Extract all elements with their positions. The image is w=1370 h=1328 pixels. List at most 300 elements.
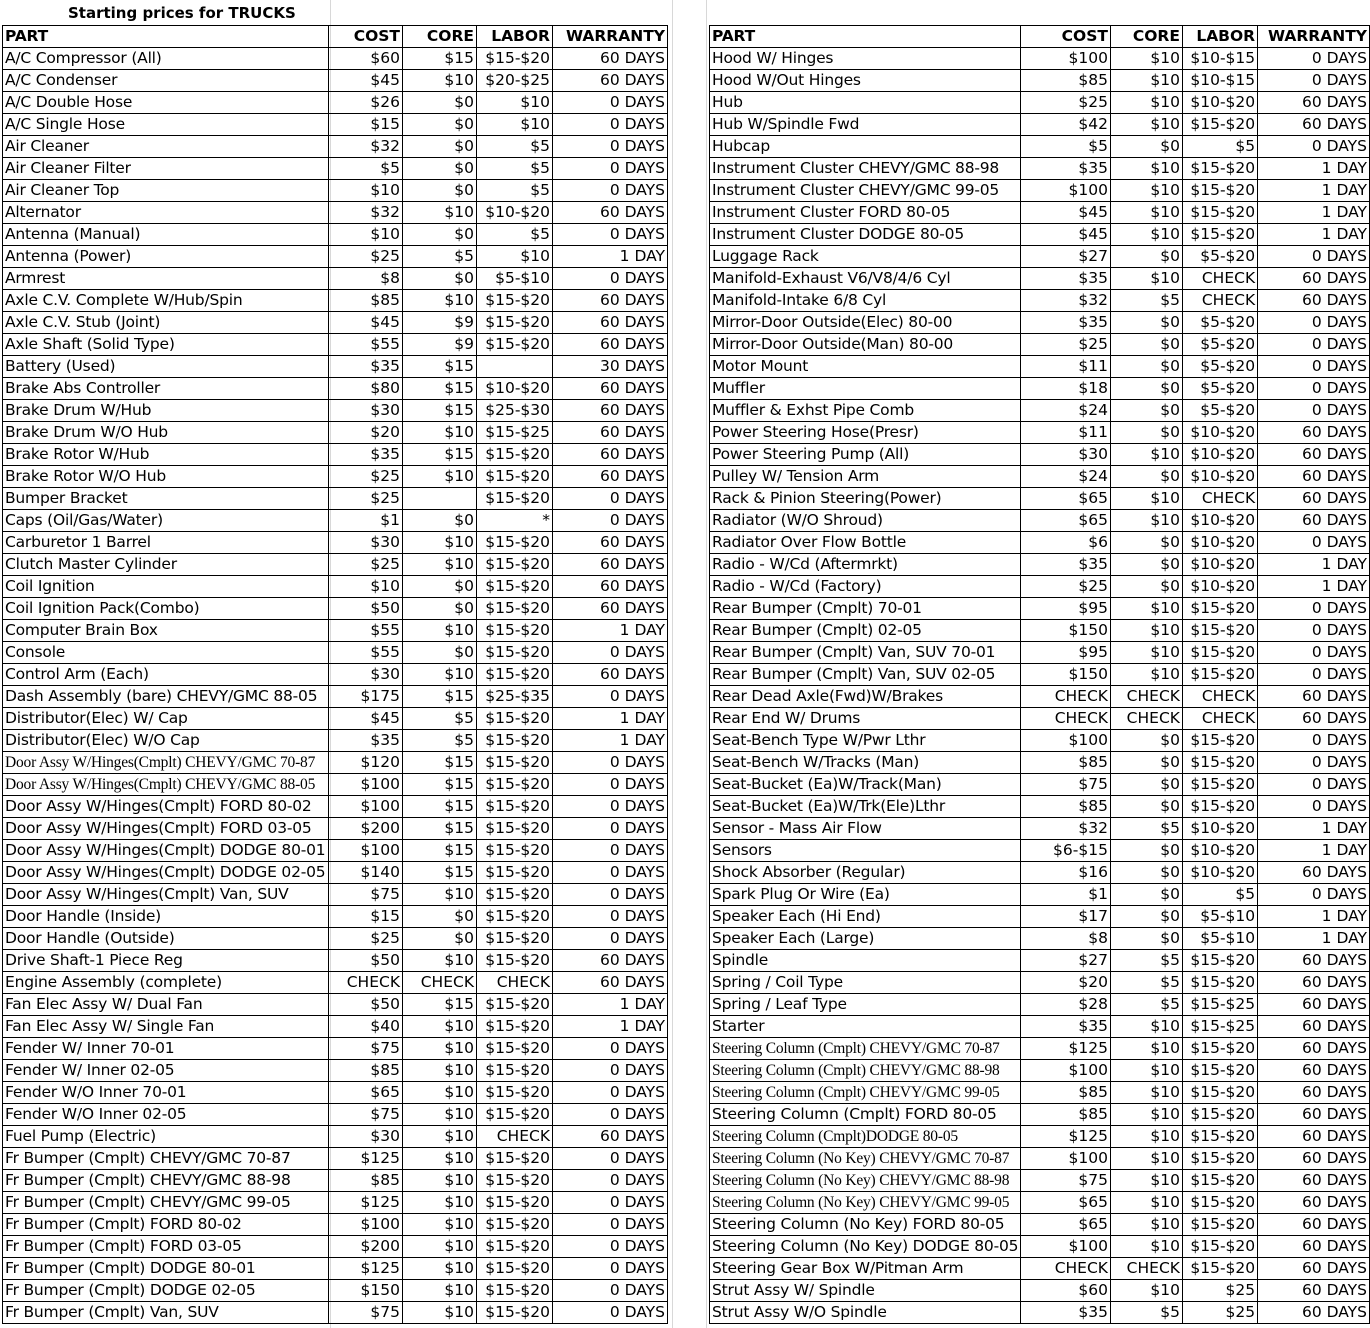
core-cell: $15	[403, 818, 477, 840]
part-cell: Speaker Each (Hi End)	[710, 906, 1021, 928]
table-row	[710, 48, 1370, 70]
core-cell: $10	[403, 1016, 477, 1038]
part-cell: Radio - W/Cd (Aftermrkt)	[710, 554, 1021, 576]
core-cell: $5	[1110, 290, 1182, 312]
warranty-cell: 60 DAYS	[1258, 708, 1370, 730]
table-row	[710, 290, 1370, 312]
part-cell: Coil Ignition Pack(Combo)	[3, 598, 329, 620]
labor-cell: $15-$25	[1182, 994, 1257, 1016]
part-cell: Steering Column (No Key) CHEVY/GMC 88-98	[710, 1170, 1021, 1192]
labor-cell: $15-$20	[1182, 1148, 1257, 1170]
core-cell: $9	[403, 312, 477, 334]
part-cell: Fr Bumper (Cmplt) Van, SUV	[3, 1302, 329, 1324]
table-row	[3, 290, 668, 312]
part-cell: Seat-Bench W/Tracks (Man)	[710, 752, 1021, 774]
core-cell: $10	[1110, 1082, 1182, 1104]
table-row	[3, 202, 668, 224]
sheet-title: Starting prices for TRUCKS	[68, 4, 296, 22]
part-cell: A/C Double Hose	[3, 92, 329, 114]
core-cell: $10	[1110, 114, 1182, 136]
cost-cell: $85	[1021, 796, 1111, 818]
part-cell: Manifold-Exhaust V6/V8/4/6 Cyl	[710, 268, 1021, 290]
table-row	[710, 92, 1370, 114]
warranty-cell: 0 DAYS	[1258, 400, 1370, 422]
labor-cell: CHECK	[1182, 708, 1257, 730]
cost-cell: $35	[1021, 268, 1111, 290]
core-cell: CHECK	[1110, 686, 1182, 708]
labor-cell: $15-$20	[1182, 1236, 1257, 1258]
table-row	[3, 554, 668, 576]
warranty-cell: 60 DAYS	[1258, 1082, 1370, 1104]
part-cell: Spindle	[710, 950, 1021, 972]
core-cell: $0	[403, 642, 477, 664]
labor-cell: $15-$20	[1182, 752, 1257, 774]
table-row	[710, 906, 1370, 928]
warranty-cell: 60 DAYS	[553, 48, 668, 70]
core-cell: $10	[1110, 488, 1182, 510]
part-cell: Brake Rotor W/Hub	[3, 444, 329, 466]
table-row	[710, 554, 1370, 576]
table-row	[3, 136, 668, 158]
table-row	[710, 928, 1370, 950]
table-row	[710, 994, 1370, 1016]
labor-cell: $15-$20	[1182, 664, 1257, 686]
core-cell: $0	[1110, 334, 1182, 356]
warranty-cell: 0 DAYS	[553, 862, 668, 884]
warranty-cell: 60 DAYS	[1258, 1302, 1370, 1324]
cost-cell: $200	[329, 818, 403, 840]
table-row	[710, 1302, 1370, 1324]
cost-cell: $100	[1021, 180, 1111, 202]
core-cell: $10	[1110, 158, 1182, 180]
table-row	[3, 422, 668, 444]
warranty-cell: 1 DAY	[1258, 180, 1370, 202]
labor-cell: $15-$20	[477, 884, 553, 906]
warranty-cell: 0 DAYS	[1258, 598, 1370, 620]
labor-cell: CHECK	[1182, 686, 1257, 708]
cost-cell: $30	[329, 664, 403, 686]
cost-cell: $85	[1021, 1082, 1111, 1104]
core-cell: $10	[403, 1258, 477, 1280]
table-row	[710, 136, 1370, 158]
header-core: CORE	[1110, 26, 1182, 48]
table-row	[3, 884, 668, 906]
part-cell: Rear End W/ Drums	[710, 708, 1021, 730]
cost-cell: $32	[329, 136, 403, 158]
labor-cell: $20-$25	[477, 70, 553, 92]
warranty-cell: 0 DAYS	[1258, 664, 1370, 686]
core-cell: $10	[403, 1170, 477, 1192]
part-cell: Carburetor 1 Barrel	[3, 532, 329, 554]
table-row	[3, 158, 668, 180]
warranty-cell: 0 DAYS	[1258, 246, 1370, 268]
labor-cell: $15-$20	[1182, 1082, 1257, 1104]
cost-cell: $120	[329, 752, 403, 774]
part-cell: Dash Assembly (bare) CHEVY/GMC 88-05	[3, 686, 329, 708]
labor-cell: CHECK	[477, 972, 553, 994]
table-row	[710, 1258, 1370, 1280]
labor-cell: $15-$20	[1182, 1060, 1257, 1082]
core-cell: CHECK	[403, 972, 477, 994]
labor-cell: $15-$20	[477, 796, 553, 818]
part-cell: Rear Bumper (Cmplt) 70-01	[710, 598, 1021, 620]
warranty-cell: 60 DAYS	[1258, 510, 1370, 532]
core-cell: $0	[403, 158, 477, 180]
warranty-cell: 60 DAYS	[553, 400, 668, 422]
part-cell: Radiator (W/O Shroud)	[710, 510, 1021, 532]
labor-cell: $5-$10	[1182, 906, 1257, 928]
core-cell: $10	[1110, 1280, 1182, 1302]
labor-cell: $15-$20	[1182, 598, 1257, 620]
warranty-cell: 0 DAYS	[553, 158, 668, 180]
core-cell: $5	[1110, 818, 1182, 840]
part-cell: Mirror-Door Outside(Man) 80-00	[710, 334, 1021, 356]
labor-cell: $15-$20	[477, 48, 553, 70]
labor-cell: $15-$20	[1182, 224, 1257, 246]
warranty-cell: 0 DAYS	[1258, 642, 1370, 664]
cost-cell: $100	[1021, 1148, 1111, 1170]
core-cell: $10	[403, 1148, 477, 1170]
table-row	[3, 1236, 668, 1258]
gridline	[672, 0, 673, 1328]
cost-cell: $85	[329, 1170, 403, 1192]
header-warranty: WARRANTY	[1258, 26, 1370, 48]
table-row	[710, 532, 1370, 554]
part-cell: Door Assy W/Hinges(Cmplt) CHEVY/GMC 70-87	[3, 752, 329, 774]
table-row	[3, 972, 668, 994]
cost-cell: CHECK	[1021, 1258, 1111, 1280]
part-cell: Rack & Pinion Steering(Power)	[710, 488, 1021, 510]
core-cell: $0	[1110, 466, 1182, 488]
table-row	[710, 378, 1370, 400]
warranty-cell: 60 DAYS	[1258, 1038, 1370, 1060]
warranty-cell: 0 DAYS	[1258, 796, 1370, 818]
warranty-cell: 60 DAYS	[553, 466, 668, 488]
core-cell: $10	[403, 1104, 477, 1126]
core-cell: $10	[1110, 620, 1182, 642]
part-cell: Radiator Over Flow Bottle	[710, 532, 1021, 554]
part-cell: Fender W/O Inner 02-05	[3, 1104, 329, 1126]
cost-cell: $32	[1021, 818, 1111, 840]
cost-cell: $45	[1021, 224, 1111, 246]
table-row	[710, 444, 1370, 466]
warranty-cell: 60 DAYS	[553, 444, 668, 466]
core-cell: $0	[403, 136, 477, 158]
labor-cell: $10-$20	[1182, 554, 1257, 576]
cost-cell: $75	[329, 1104, 403, 1126]
header-cost: COST	[1021, 26, 1111, 48]
warranty-cell: 60 DAYS	[1258, 1192, 1370, 1214]
labor-cell: $15-$20	[477, 1082, 553, 1104]
part-cell: Control Arm (Each)	[3, 664, 329, 686]
cost-cell: $55	[329, 620, 403, 642]
cost-cell: $15	[329, 906, 403, 928]
right-price-table	[709, 25, 1370, 1324]
part-cell: Hubcap	[710, 136, 1021, 158]
cost-cell: $42	[1021, 114, 1111, 136]
warranty-cell: 0 DAYS	[1258, 312, 1370, 334]
core-cell: $10	[1110, 510, 1182, 532]
warranty-cell: 0 DAYS	[1258, 752, 1370, 774]
part-cell: Coil Ignition	[3, 576, 329, 598]
part-cell: Sensor - Mass Air Flow	[710, 818, 1021, 840]
table-row	[3, 774, 668, 796]
cost-cell: $100	[329, 774, 403, 796]
labor-cell: $15-$20	[477, 620, 553, 642]
labor-cell: $15-$20	[477, 906, 553, 928]
part-cell: Fr Bumper (Cmplt) CHEVY/GMC 70-87	[3, 1148, 329, 1170]
labor-cell: $10-$15	[1182, 48, 1257, 70]
cost-cell: $85	[1021, 1104, 1111, 1126]
table-row	[710, 246, 1370, 268]
cost-cell: $25	[329, 488, 403, 510]
warranty-cell: 60 DAYS	[1258, 1148, 1370, 1170]
labor-cell: $10-$15	[1182, 70, 1257, 92]
cost-cell: $150	[1021, 620, 1111, 642]
table-row	[3, 950, 668, 972]
warranty-cell: 0 DAYS	[553, 180, 668, 202]
part-cell: Fr Bumper (Cmplt) CHEVY/GMC 99-05	[3, 1192, 329, 1214]
part-cell: Fender W/ Inner 70-01	[3, 1038, 329, 1060]
labor-cell: $15-$20	[477, 752, 553, 774]
cost-cell: $30	[329, 400, 403, 422]
table-row	[710, 1126, 1370, 1148]
core-cell: $10	[1110, 70, 1182, 92]
warranty-cell: 0 DAYS	[553, 1038, 668, 1060]
warranty-cell: 0 DAYS	[553, 928, 668, 950]
core-cell: $0	[1110, 246, 1182, 268]
table-row	[710, 1060, 1370, 1082]
cost-cell: $100	[1021, 730, 1111, 752]
table-row	[3, 620, 668, 642]
warranty-cell: 0 DAYS	[553, 1104, 668, 1126]
cost-cell: $65	[1021, 510, 1111, 532]
core-cell: $10	[403, 532, 477, 554]
part-cell: Rear Bumper (Cmplt) Van, SUV 70-01	[710, 642, 1021, 664]
table-row	[710, 796, 1370, 818]
part-cell: Rear Bumper (Cmplt) Van, SUV 02-05	[710, 664, 1021, 686]
table-row	[3, 1038, 668, 1060]
core-cell: $5	[1110, 972, 1182, 994]
labor-cell: $10-$20	[1182, 818, 1257, 840]
core-cell: $10	[1110, 1104, 1182, 1126]
labor-cell: $15-$20	[477, 928, 553, 950]
table-row	[710, 664, 1370, 686]
labor-cell: $5-$20	[1182, 400, 1257, 422]
part-cell: Axle C.V. Complete W/Hub/Spin	[3, 290, 329, 312]
cost-cell: $6-$15	[1021, 840, 1111, 862]
cost-cell: $125	[329, 1192, 403, 1214]
cost-cell: $35	[1021, 1302, 1111, 1324]
core-cell: $10	[403, 290, 477, 312]
warranty-cell: 60 DAYS	[553, 334, 668, 356]
table-row	[710, 466, 1370, 488]
warranty-cell: 0 DAYS	[553, 488, 668, 510]
core-cell: $0	[403, 114, 477, 136]
warranty-cell: 60 DAYS	[1258, 1280, 1370, 1302]
part-cell: Muffler & Exhst Pipe Comb	[710, 400, 1021, 422]
part-cell: A/C Single Hose	[3, 114, 329, 136]
core-cell: $0	[1110, 752, 1182, 774]
cost-cell: $30	[329, 1126, 403, 1148]
cost-cell: $100	[329, 796, 403, 818]
labor-cell: $15-$20	[1182, 1038, 1257, 1060]
cost-cell: $8	[329, 268, 403, 290]
labor-cell: $10-$20	[1182, 92, 1257, 114]
core-cell: $10	[1110, 1126, 1182, 1148]
table-row	[3, 1126, 668, 1148]
part-cell: Steering Column (No Key) CHEVY/GMC 99-05	[710, 1192, 1021, 1214]
part-cell: Steering Column (Cmplt) CHEVY/GMC 99-05	[710, 1082, 1021, 1104]
core-cell: $10	[1110, 1016, 1182, 1038]
labor-cell: $15-$20	[477, 1192, 553, 1214]
part-cell: A/C Condenser	[3, 70, 329, 92]
cost-cell: $15	[329, 114, 403, 136]
warranty-cell: 1 DAY	[553, 994, 668, 1016]
table-row	[710, 576, 1370, 598]
warranty-cell: 60 DAYS	[553, 950, 668, 972]
core-cell: $0	[1110, 774, 1182, 796]
table-row	[710, 598, 1370, 620]
cost-cell: $150	[329, 1280, 403, 1302]
warranty-cell: 60 DAYS	[1258, 1258, 1370, 1280]
cost-cell: $85	[329, 290, 403, 312]
core-cell: $10	[403, 466, 477, 488]
table-row	[3, 1148, 668, 1170]
warranty-cell: 0 DAYS	[553, 1148, 668, 1170]
part-cell: Pulley W/ Tension Arm	[710, 466, 1021, 488]
core-cell: $10	[403, 422, 477, 444]
cost-cell: $75	[329, 1038, 403, 1060]
table-row	[3, 1060, 668, 1082]
core-cell: $10	[403, 950, 477, 972]
cost-cell: $100	[329, 840, 403, 862]
table-row	[710, 642, 1370, 664]
cost-cell: $75	[329, 1302, 403, 1324]
warranty-cell: 0 DAYS	[1258, 136, 1370, 158]
cost-cell: CHECK	[1021, 686, 1111, 708]
cost-cell: $75	[1021, 774, 1111, 796]
cost-cell: $45	[329, 312, 403, 334]
warranty-cell: 1 DAY	[1258, 224, 1370, 246]
part-cell: Hub W/Spindle Fwd	[710, 114, 1021, 136]
core-cell: $0	[1110, 422, 1182, 444]
table-row	[710, 268, 1370, 290]
part-cell: Luggage Rack	[710, 246, 1021, 268]
table-row	[710, 488, 1370, 510]
warranty-cell: 0 DAYS	[553, 136, 668, 158]
table-row	[710, 862, 1370, 884]
core-cell: $10	[403, 70, 477, 92]
part-cell: Motor Mount	[710, 356, 1021, 378]
core-cell: $0	[1110, 378, 1182, 400]
cost-cell: $24	[1021, 400, 1111, 422]
cost-cell: $140	[329, 862, 403, 884]
cost-cell: $20	[329, 422, 403, 444]
labor-cell: $10	[477, 92, 553, 114]
cost-cell: $27	[1021, 246, 1111, 268]
warranty-cell: 0 DAYS	[553, 1236, 668, 1258]
labor-cell: $15-$20	[477, 818, 553, 840]
cost-cell: $32	[1021, 290, 1111, 312]
table-row	[3, 1214, 668, 1236]
core-cell: $15	[403, 356, 477, 378]
warranty-cell: 1 DAY	[1258, 202, 1370, 224]
part-cell: Steering Column (Cmplt) CHEVY/GMC 88-98	[710, 1060, 1021, 1082]
warranty-cell: 60 DAYS	[1258, 268, 1370, 290]
cost-cell: $60	[329, 48, 403, 70]
part-cell: Caps (Oil/Gas/Water)	[3, 510, 329, 532]
warranty-cell: 0 DAYS	[553, 774, 668, 796]
warranty-cell: 0 DAYS	[1258, 730, 1370, 752]
core-cell: $0	[403, 268, 477, 290]
labor-cell: $5-$10	[1182, 928, 1257, 950]
header-core: CORE	[403, 26, 477, 48]
part-cell: Armrest	[3, 268, 329, 290]
labor-cell: $15-$20	[477, 994, 553, 1016]
cost-cell: $125	[329, 1258, 403, 1280]
labor-cell: $15-$20	[1182, 774, 1257, 796]
core-cell: $10	[1110, 1170, 1182, 1192]
table-row	[710, 708, 1370, 730]
core-cell: $10	[1110, 48, 1182, 70]
part-cell: Door Assy W/Hinges(Cmplt) FORD 80-02	[3, 796, 329, 818]
core-cell: $0	[403, 510, 477, 532]
core-cell: $0	[1110, 312, 1182, 334]
labor-cell: $15-$20	[477, 774, 553, 796]
part-cell: Fan Elec Assy W/ Single Fan	[3, 1016, 329, 1038]
part-cell: Instrument Cluster CHEVY/GMC 88-98	[710, 158, 1021, 180]
core-cell: $10	[403, 664, 477, 686]
warranty-cell: 60 DAYS	[1258, 422, 1370, 444]
core-cell: $10	[1110, 598, 1182, 620]
table-row	[3, 1082, 668, 1104]
cost-cell: $17	[1021, 906, 1111, 928]
part-cell: Fuel Pump (Electric)	[3, 1126, 329, 1148]
warranty-cell: 60 DAYS	[1258, 1104, 1370, 1126]
part-cell: Brake Drum W/Hub	[3, 400, 329, 422]
cost-cell: $200	[329, 1236, 403, 1258]
warranty-cell: 1 DAY	[1258, 928, 1370, 950]
table-row	[3, 334, 668, 356]
table-row	[710, 884, 1370, 906]
part-cell: Shock Absorber (Regular)	[710, 862, 1021, 884]
core-cell: $15	[403, 752, 477, 774]
table-row	[710, 818, 1370, 840]
core-cell: $10	[1110, 202, 1182, 224]
header-labor: LABOR	[477, 26, 553, 48]
part-cell: Seat-Bucket (Ea)W/Track(Man)	[710, 774, 1021, 796]
warranty-cell: 0 DAYS	[553, 686, 668, 708]
part-cell: Clutch Master Cylinder	[3, 554, 329, 576]
part-cell: Steering Column (No Key) DODGE 80-05	[710, 1236, 1021, 1258]
labor-cell: $10-$20	[1182, 532, 1257, 554]
core-cell: $15	[403, 862, 477, 884]
table-row	[3, 576, 668, 598]
warranty-cell: 60 DAYS	[1258, 488, 1370, 510]
cost-cell: $35	[1021, 158, 1111, 180]
core-cell: $0	[403, 92, 477, 114]
part-cell: Console	[3, 642, 329, 664]
warranty-cell: 60 DAYS	[1258, 1060, 1370, 1082]
warranty-cell: 60 DAYS	[1258, 1170, 1370, 1192]
part-cell: Fender W/ Inner 02-05	[3, 1060, 329, 1082]
table-row	[710, 312, 1370, 334]
core-cell: $9	[403, 334, 477, 356]
cost-cell: $80	[329, 378, 403, 400]
core-cell: $15	[403, 840, 477, 862]
table-row	[3, 686, 668, 708]
